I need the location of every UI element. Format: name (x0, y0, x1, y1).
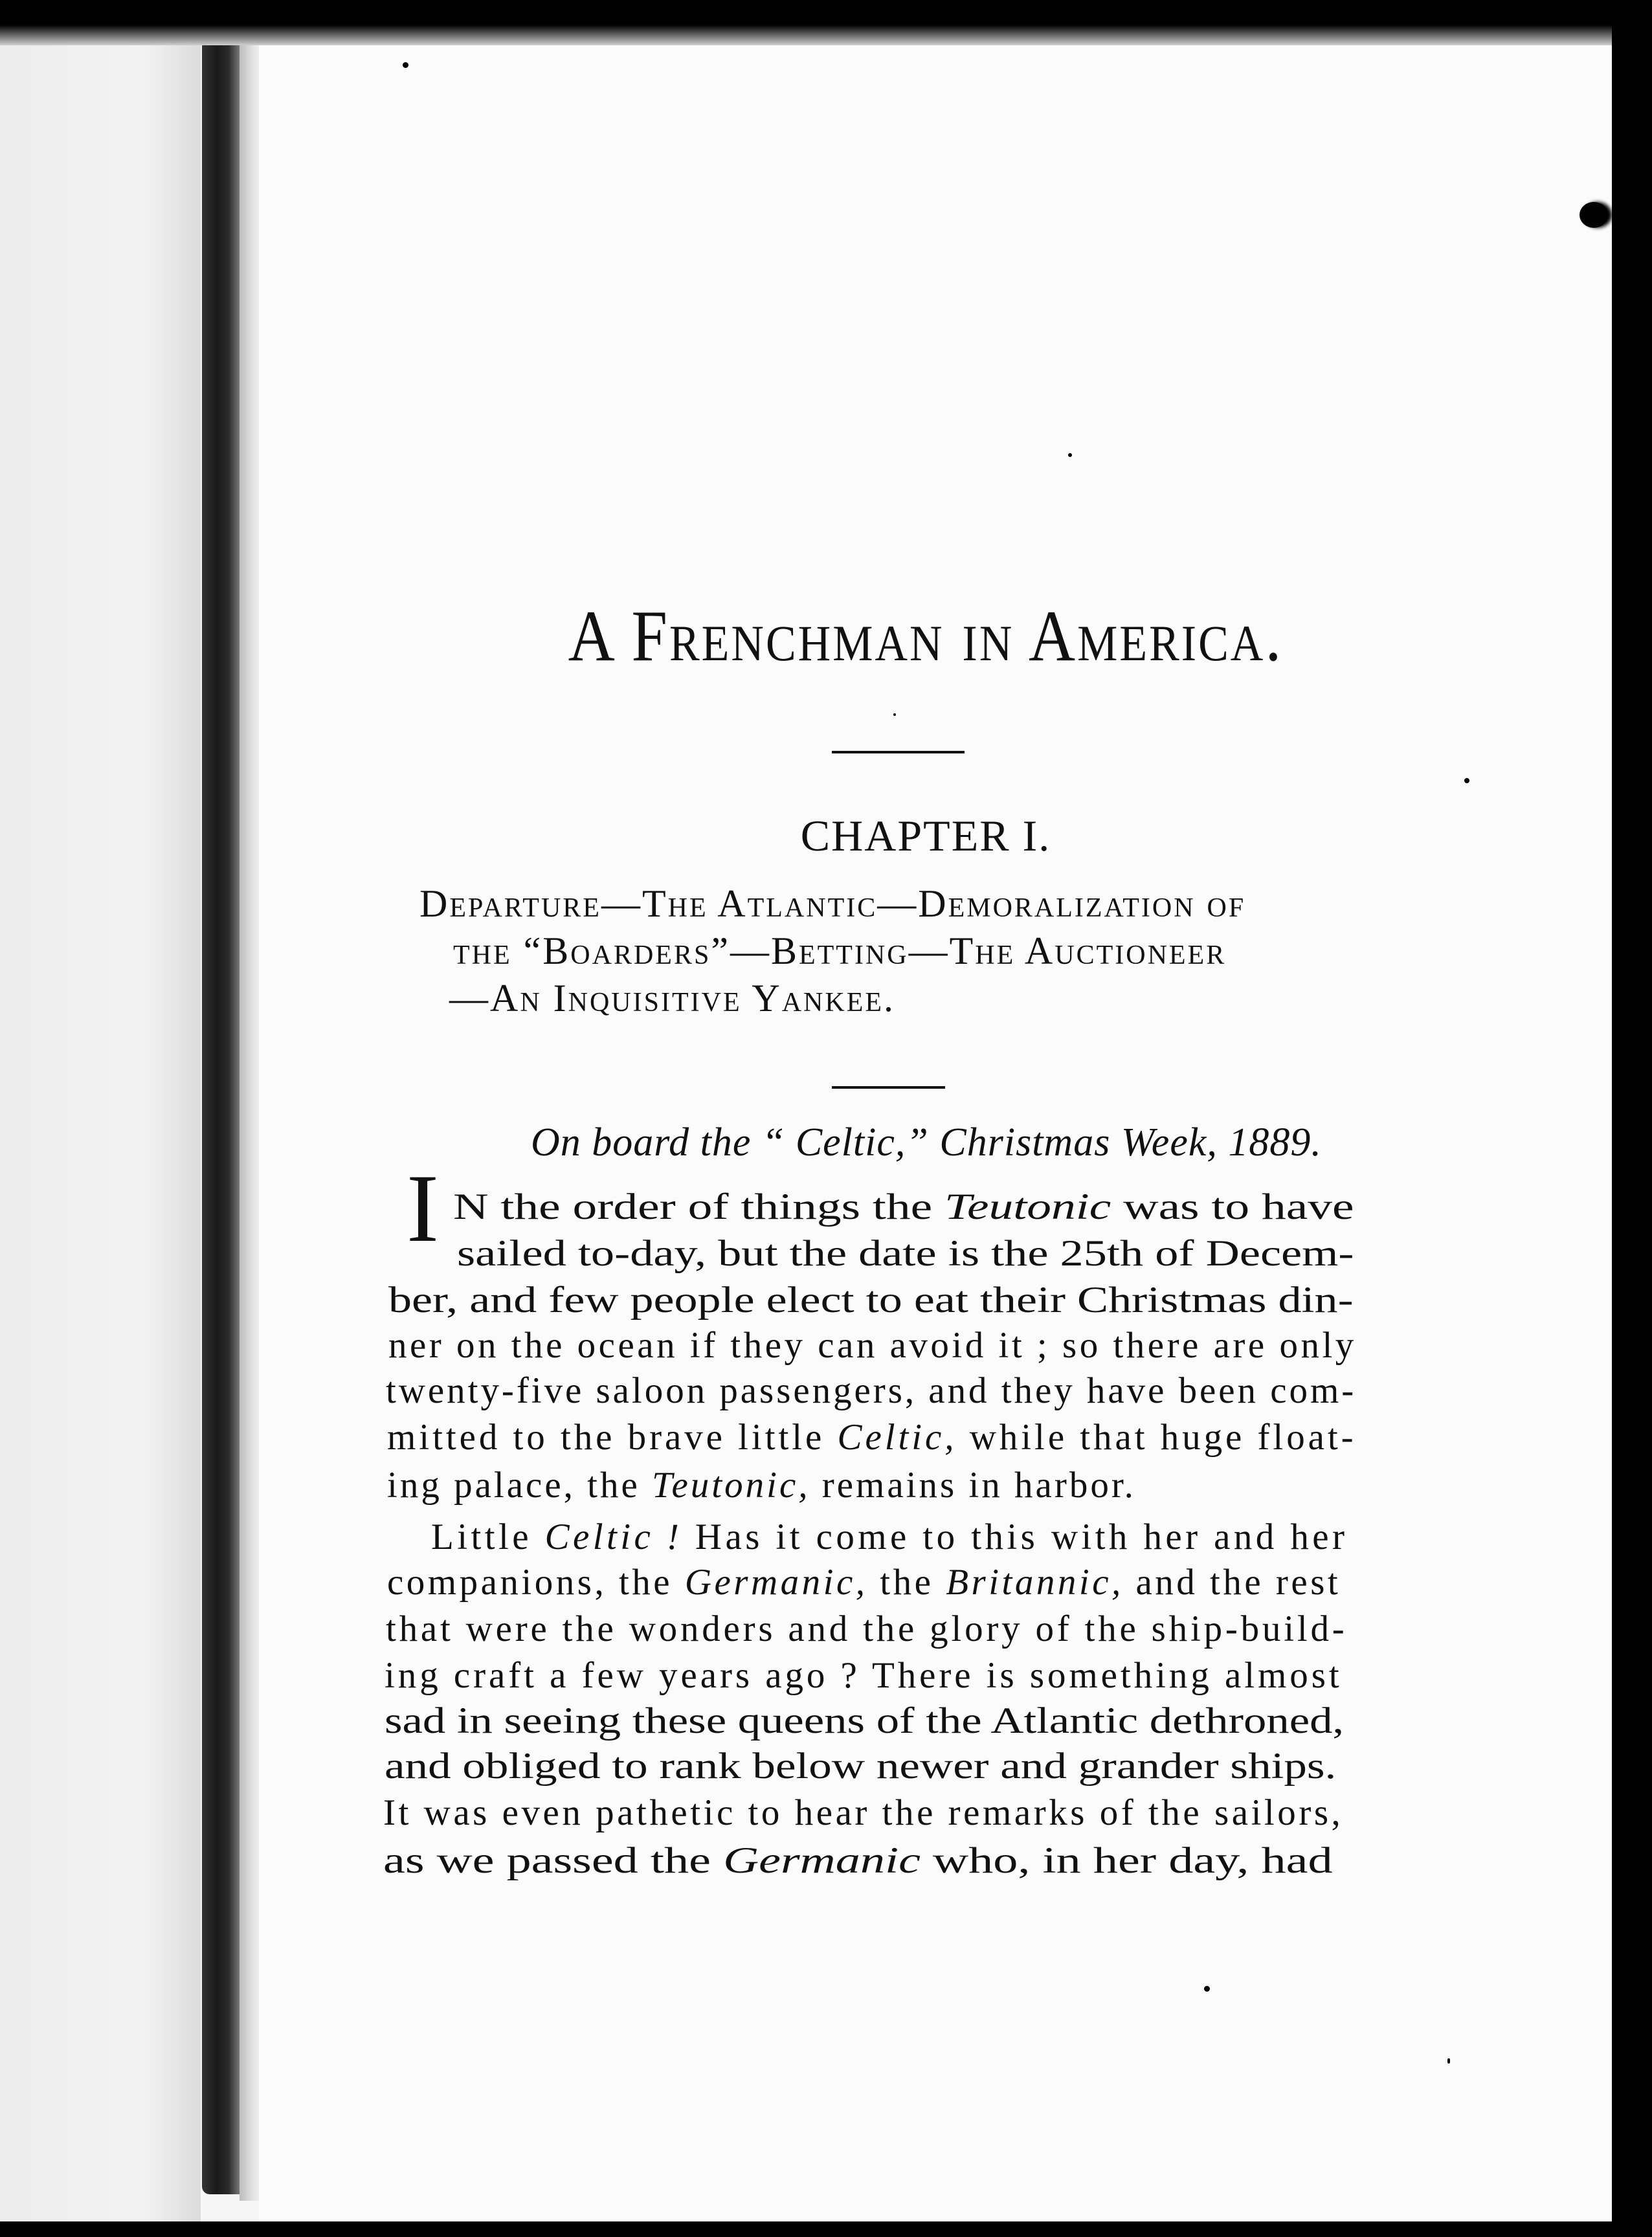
text-segment: It was even pathetic to hear the remarks of the sailors, (383, 1792, 1344, 1833)
body-text-line (385, 1745, 1336, 1787)
dust-speck (1464, 778, 1469, 783)
body-text-line (383, 1840, 1333, 1882)
text-segment: Little (431, 1517, 545, 1557)
text-segment: remains in harbor. (810, 1465, 1136, 1506)
text-segment: that were the wonders and the glory of the ship-build- (386, 1608, 1348, 1649)
punch-hole-mark (1579, 202, 1608, 228)
dust-speck (1204, 1986, 1210, 1992)
drop-cap: I (407, 1155, 439, 1262)
text-segment: the (867, 1562, 946, 1603)
italic-ship-name: Germanic (723, 1840, 921, 1881)
title-divider (832, 751, 965, 753)
body-text-line (385, 1700, 1344, 1742)
text-segment: while that huge float- (957, 1417, 1357, 1458)
scan-border-top (0, 0, 1652, 45)
body-text-line (388, 1324, 1357, 1366)
summary-divider (832, 1086, 945, 1089)
text-segment: N the order of things the (453, 1186, 944, 1227)
text-segment: ner on the ocean if they can avoid it ; so there are only (388, 1325, 1357, 1366)
body-text-line (387, 1464, 1136, 1506)
italic-ship-name: Teutonic (944, 1186, 1111, 1227)
book-gutter (202, 39, 240, 2194)
italic-ship-name: Celtic ! (544, 1517, 683, 1557)
italic-ship-name: Teutonic, (652, 1465, 810, 1506)
body-text-line (386, 1370, 1356, 1412)
body-text-line (387, 1561, 1341, 1603)
dust-speck (1447, 2058, 1450, 2064)
dateline: On board the “ Celtic,” Christmas Week, 1889. (531, 1120, 1322, 1164)
chapter-summary-line: —An Inquisitive Yankee. (449, 977, 896, 1019)
text-segment: ing palace, the (387, 1465, 653, 1506)
text-segment: companions, the (387, 1562, 685, 1603)
text-segment: Has it come to this with her and her (682, 1517, 1348, 1557)
body-text-line (387, 1416, 1357, 1458)
italic-ship-name: Britannic, (946, 1562, 1124, 1603)
text-segment: and obliged to rank below newer and grander ships. (385, 1746, 1337, 1786)
body-text-line (453, 1186, 1354, 1228)
body-text-line (385, 1654, 1343, 1697)
dust-speck (403, 62, 408, 68)
body-text-line (431, 1516, 1348, 1558)
italic-ship-name: Germanic, (684, 1562, 868, 1603)
body-text-line (388, 1279, 1354, 1321)
chapter-summary-line: Departure—The Atlantic—Demoralization of (419, 882, 1246, 925)
text-segment: ing craft a few years ago ? There is something almost (385, 1655, 1343, 1696)
scan-border-bottom (0, 2221, 1652, 2237)
body-text-line (386, 1608, 1348, 1650)
body-text-line (457, 1232, 1354, 1274)
chapter-heading: CHAPTER I. (800, 811, 1051, 860)
text-segment: and the rest (1123, 1562, 1341, 1603)
dust-speck (893, 713, 896, 716)
text-segment: who, in her day, had (920, 1840, 1333, 1881)
text-segment: sailed to-day, but the date is the 25th of Decem- (457, 1233, 1354, 1274)
italic-ship-name: Celtic, (837, 1417, 957, 1458)
scan-border-right (1612, 0, 1652, 2237)
text-segment: mitted to the brave little (387, 1417, 838, 1458)
text-segment: sad in seeing these queens of the Atlantic dethroned, (385, 1700, 1345, 1741)
text-segment: as we passed the (383, 1840, 724, 1881)
text-segment: was to have (1111, 1186, 1354, 1227)
text-segment: ber, and few people elect to eat their Christmas din- (388, 1280, 1354, 1320)
text-segment: twenty-five saloon passengers, and they have been com- (386, 1370, 1357, 1411)
book-title: A Frenchman in America. (568, 595, 1284, 676)
body-text-line (383, 1792, 1343, 1834)
left-page-edge (0, 26, 201, 2221)
chapter-summary-line: the “Boarders”—Betting—The Auctioneer (453, 929, 1227, 972)
dust-speck (1068, 453, 1072, 457)
